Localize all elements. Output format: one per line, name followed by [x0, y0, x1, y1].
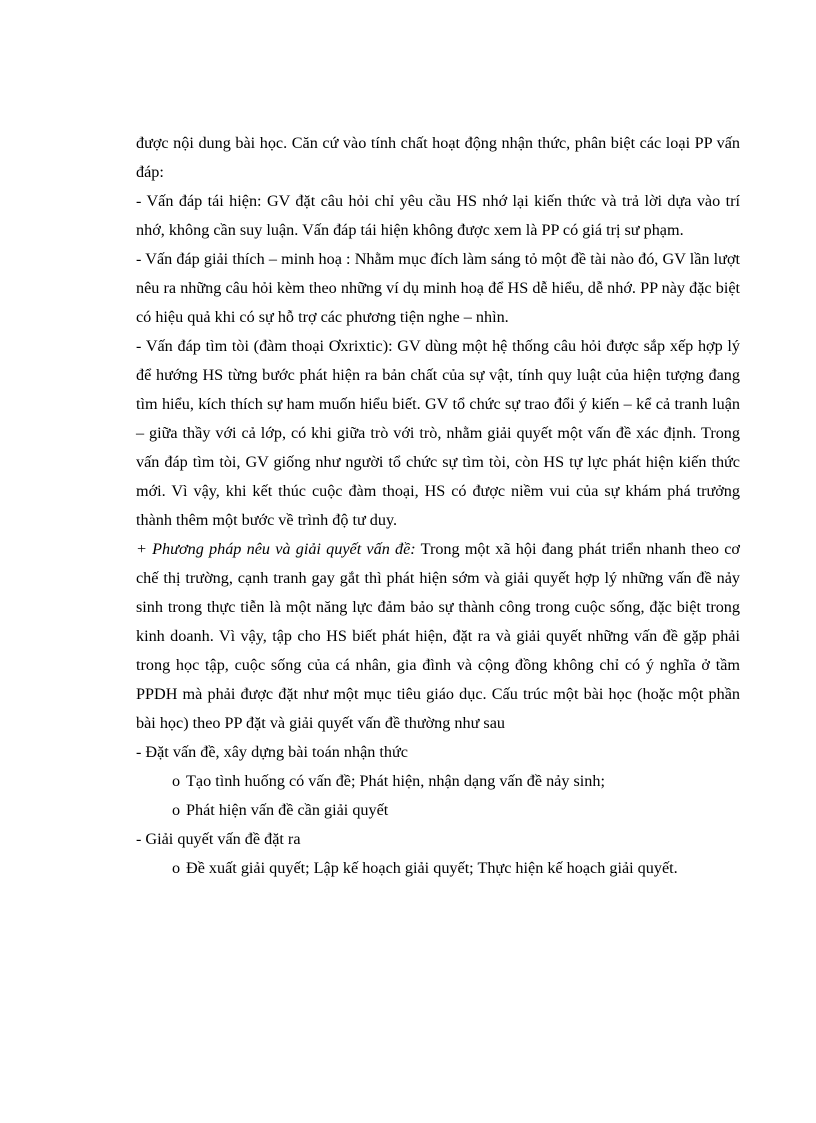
step-subitem-text: Tạo tình huống có vấn đề; Phát hiện, nhận dạng vấn đề nảy sinh; — [186, 772, 605, 790]
document-body — [136, 129, 740, 883]
step-subitem-text: Phát hiện vấn đề cần giải quyết — [186, 801, 389, 819]
paragraph-van-dap-tim-toi: - Vấn đáp tìm tòi (đàm thoại Ơxrixtic): GV dùng một hệ thống câu hỏi được sắp xếp hợp lý để hướng HS từng bước phát hiện ra bản chất của sự vật, tính quy luật của hiện tượng đang tìm hiểu, kích thích sự ham muốn hiểu biết. GV tổ chức sự trao đổi ý kiến – kể cả tranh luận – giữa thầy với cả lớp, có khi giữa trò với trò, nhằm giải quyết một vấn đề xác định. Trong vấn đáp tìm tòi, GV giống như người tổ chức sự tìm tòi, còn HS tự lực phát hiện kiến thức mới. Vì vậy, khi kết thúc cuộc đàm thoại, HS có được niềm vui của sự khám phá trưởng thành thêm một bước về trình độ tư duy. — [136, 337, 740, 529]
paragraph-van-dap-tai-hien: - Vấn đáp tái hiện: GV đặt câu hỏi chỉ yêu cầu HS nhớ lại kiến thức và trả lời dựa vào trí nhớ, không cần suy luận. Vấn đáp tái hiện không được xem là PP có giá trị sư phạm. — [136, 192, 740, 239]
paragraph-van-dap-giai-thich: - Vấn đáp giải thích – minh hoạ : Nhằm mục đích làm sáng tỏ một đề tài nào đó, GV lần lượt nêu ra những câu hỏi kèm theo những ví dụ minh hoạ để HS dễ hiểu, dễ nhớ. PP này đặc biệt có hiệu quả khi có sự hỗ trợ các phương tiện nghe – nhìn. — [136, 250, 740, 326]
step-subitem — [136, 854, 740, 883]
method-section-heading: + Phương pháp nêu và giải quyết vấn đề: — [136, 540, 416, 558]
step-subitem — [136, 796, 740, 825]
bullet-marker: o — [172, 801, 181, 819]
bullet-marker: o — [172, 772, 181, 790]
step-subitem-text: Đề xuất giải quyết; Lập kế hoạch giải quyết; Thực hiện kế hoạch giải quyết. — [186, 859, 678, 877]
paragraph-method-section — [136, 535, 740, 738]
paragraph-intro: được nội dung bài học. Căn cứ vào tính chất hoạt động nhận thức, phân biệt các loại PP vấn đáp: — [136, 134, 740, 181]
method-section-body: Trong một xã hội đang phát triển nhanh theo cơ chế thị trường, cạnh tranh gay gắt thì phát hiện sớm và giải quyết hợp lý những vấn đề nảy sinh trong thực tiễn là một năng lực đảm bảo sự thành công trong cuộc sống, đặc biệt trong kinh doanh. Vì vậy, tập cho HS biết phát hiện, đặt ra và giải quyết những vấn đề gặp phải trong học tập, cuộc sống của cá nhân, gia đình và cộng đồng không chỉ có ý nghĩa ở tầm PPDH mà phải được đặt như một mục tiêu giáo dục. Cấu trúc một bài học (hoặc một phần bài học) theo PP đặt và giải quyết vấn đề thường như sau — [136, 540, 740, 732]
step-subitem — [136, 767, 740, 796]
step-label: - Đặt vấn đề, xây dựng bài toán nhận thức — [136, 743, 408, 761]
bullet-marker: o — [172, 859, 181, 877]
step-label: - Giải quyết vấn đề đặt ra — [136, 830, 301, 848]
